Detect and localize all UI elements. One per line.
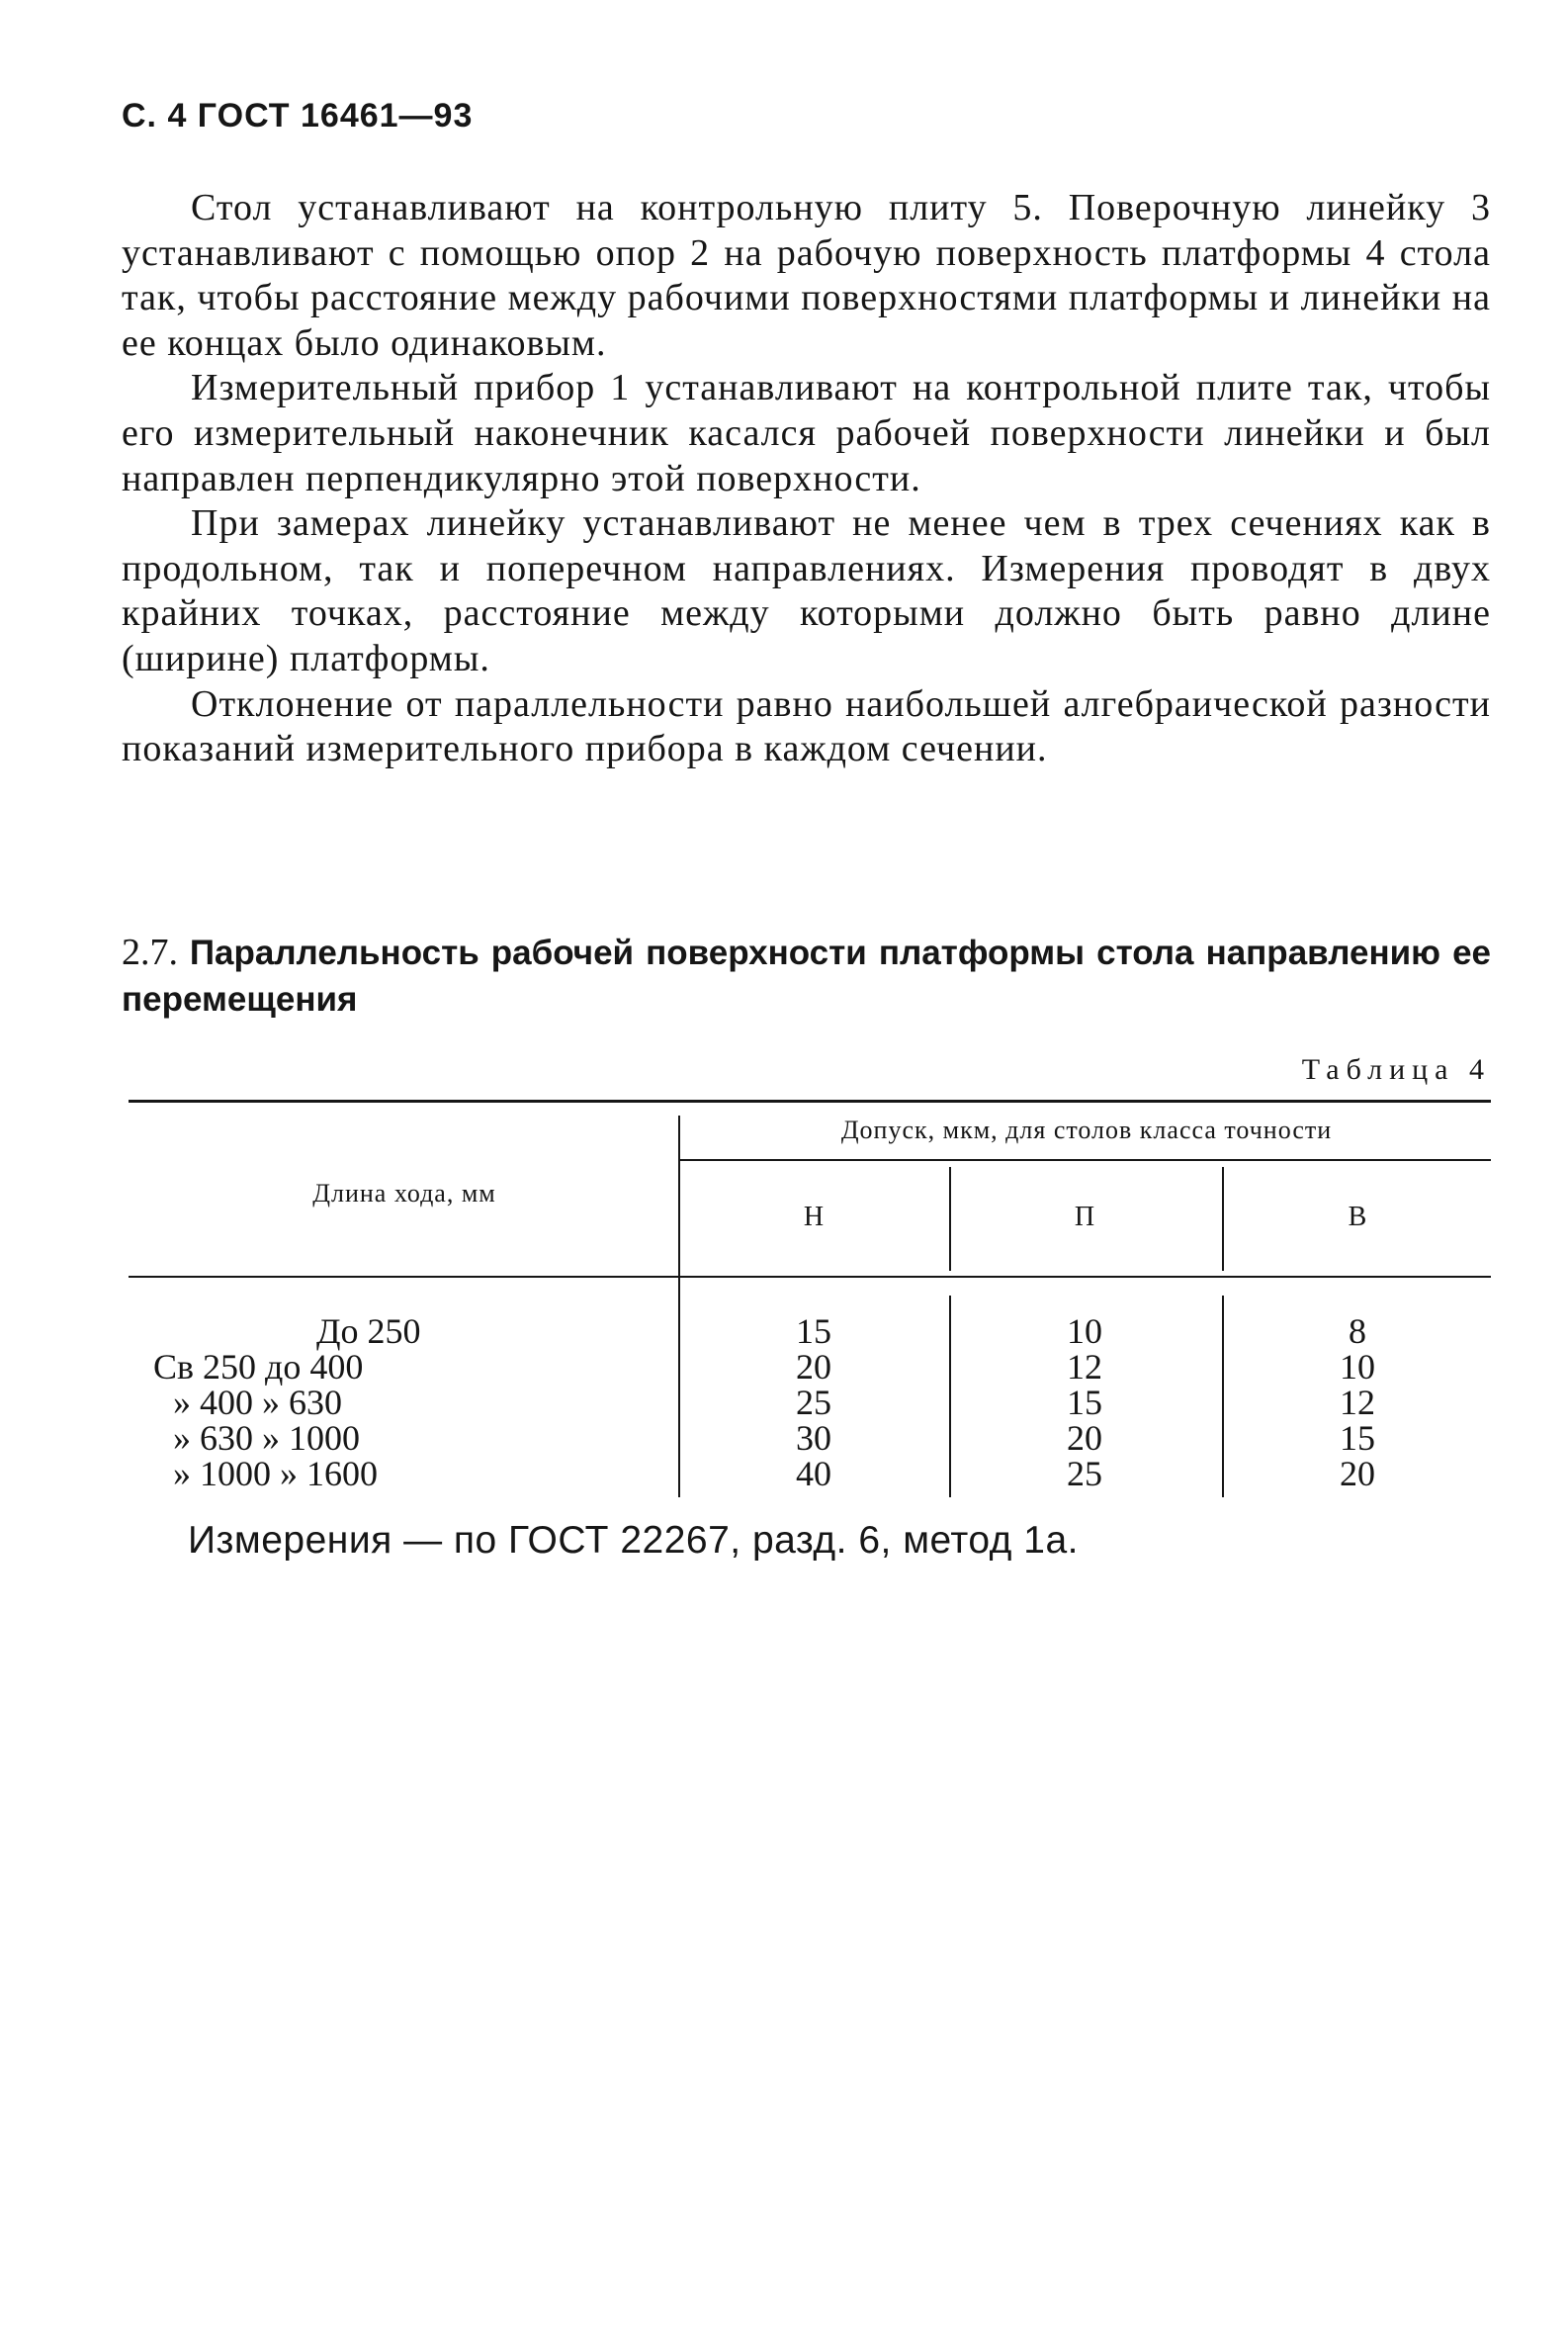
section-heading (122, 930, 1491, 1023)
table-row-label: До 250 (316, 1311, 421, 1351)
table-subheader-rule (680, 1159, 1491, 1161)
table-row-label: » 630 » 1000 (173, 1418, 360, 1458)
table-header-class-n: Н (803, 1202, 825, 1232)
table-row-label: » 1000 » 1600 (173, 1454, 378, 1493)
table-cell: 25 (1067, 1454, 1102, 1493)
table-cell: 10 (1067, 1311, 1102, 1351)
paragraph: Измерительный прибор 1 устанавливают на контрольной плите так, чтобы его измерительный наконечник касался рабочей поверхности линейки и был направлен перпендикулярно этой поверхности. (122, 367, 1491, 499)
table-header-class-v: В (1348, 1202, 1367, 1232)
table-top-rule (129, 1100, 1491, 1103)
table-header-rule (129, 1276, 1491, 1278)
table-header-class-p: П (1074, 1202, 1095, 1232)
paragraph: Стол устанавливают на контрольную плиту 5. Поверочную линейку 3 устанавливают с помощью опор 2 на рабочую поверхность платформы 4 стола так, чтобы расстояние между рабочими поверхностями платформы и линейки на ее концах было одинаковым. (122, 187, 1491, 364)
table-cell: 12 (1340, 1383, 1375, 1422)
paragraph: При замерах линейку устанавливают не менее чем в трех сечениях как в продольном, так и поперечном направлениях. Измерения проводят в двух крайних точках, расстояние между которыми должно быть равно длине (ширине) платформы. (122, 502, 1491, 679)
table-row-label: Св 250 до 400 (153, 1347, 364, 1387)
table-header-tolerance: Допуск, мкм, для столов класса точности (840, 1116, 1333, 1144)
table-header-length: Длина хода, мм (312, 1179, 496, 1208)
paragraph: Отклонение от параллельности равно наибольшей алгебраической разности показаний измерительного прибора в каждом сечении. (122, 682, 1491, 770)
page-header: С. 4 ГОСТ 16461—93 (122, 97, 474, 134)
table-cell: 8 (1349, 1311, 1366, 1351)
table-cell: 20 (1340, 1454, 1375, 1493)
table-cell: 20 (1067, 1418, 1102, 1458)
table-cell: 20 (796, 1347, 831, 1387)
table-cell: 15 (1067, 1383, 1102, 1422)
table-cell: 15 (796, 1311, 831, 1351)
table-cell: 10 (1340, 1347, 1375, 1387)
table-cell: 15 (1340, 1418, 1375, 1458)
measurement-note: Измерения — по ГОСТ 22267, разд. 6, метод 1а. (188, 1519, 1079, 1562)
section-number: 2.7. (122, 932, 178, 973)
section-title: Параллельность рабочей поверхности платформы стола направлению ее перемещения (122, 934, 1491, 1019)
table-cell: 40 (796, 1454, 831, 1493)
table-caption: Таблица 4 (1301, 1053, 1491, 1086)
table-row-label: » 400 » 630 (173, 1383, 342, 1422)
table-cell: 25 (796, 1383, 831, 1422)
table-cell: 12 (1067, 1347, 1102, 1387)
body-text (122, 186, 1491, 772)
table-cell: 30 (796, 1418, 831, 1458)
